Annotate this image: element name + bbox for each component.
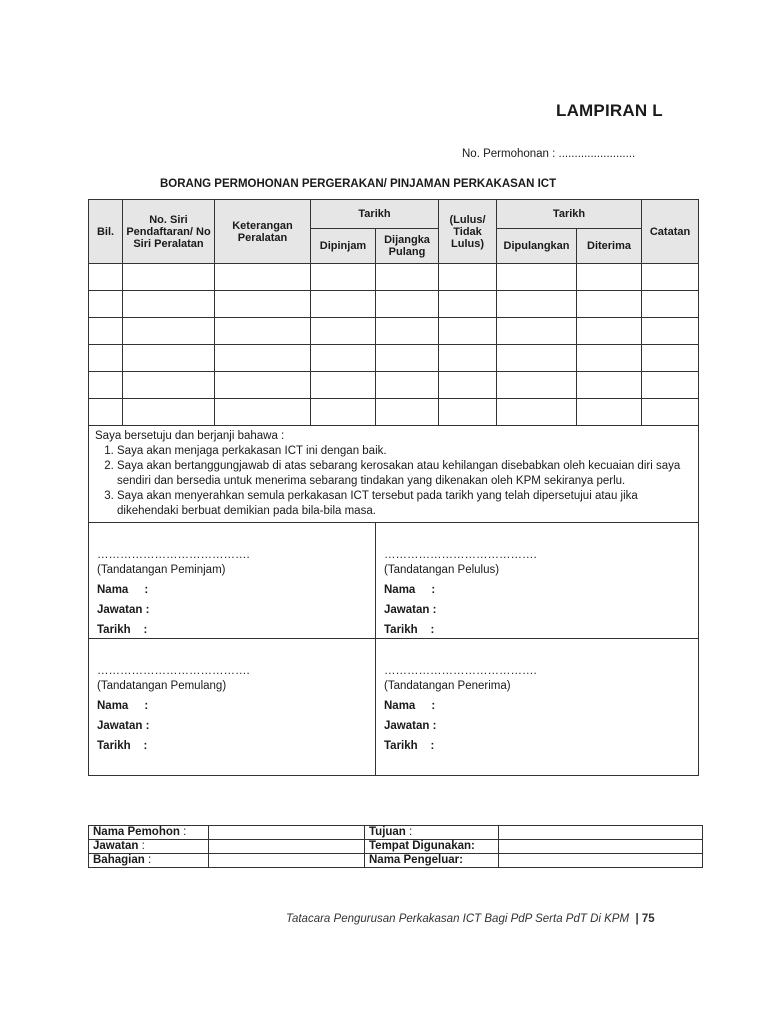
table-row xyxy=(89,399,699,426)
table-row xyxy=(89,345,699,372)
agreement-item: 1. Saya akan menjaga perkakasan ICT ini dengan baik. xyxy=(117,444,692,459)
field-label-jawatan: Jawatan xyxy=(97,720,143,732)
col-dijangka-pulang: Dijangka Pulang xyxy=(376,229,439,264)
agreement-intro: Saya bersetuju dan berjanji bahawa : xyxy=(95,430,285,442)
col-keterangan: Keterangan Peralatan xyxy=(215,200,311,264)
table-row xyxy=(89,264,699,291)
agreement-list xyxy=(95,444,692,519)
field-colon: : xyxy=(432,604,437,616)
footer-separator: | xyxy=(635,913,639,925)
label-pengeluar: Nama Pengeluar: xyxy=(365,854,499,868)
col-no-siri: No. Siri Pendaftaran/ No Siri Peralatan xyxy=(123,200,215,264)
field-label-jawatan: Jawatan xyxy=(384,604,430,616)
page-footer xyxy=(286,913,655,925)
label-tujuan: Tujuan : xyxy=(365,826,499,840)
col-diterima: Diterima xyxy=(577,229,642,264)
col-dipulangkan: Dipulangkan xyxy=(497,229,577,264)
label-nama-pemohon: Nama Pemohon : xyxy=(89,826,209,840)
field-colon: : xyxy=(143,624,148,636)
signature-line: …………………………………. xyxy=(97,549,250,561)
value-nama-pemohon xyxy=(209,826,365,840)
table-row xyxy=(89,318,699,345)
col-lulus: (Lulus/ Tidak Lulus) xyxy=(439,200,497,264)
field-colon: : xyxy=(430,740,435,752)
field-label-nama: Nama xyxy=(384,584,416,596)
label-jawatan: Jawatan : xyxy=(89,840,209,854)
signature-pelulus xyxy=(376,523,699,639)
value-tujuan xyxy=(499,826,703,840)
field-colon: : xyxy=(431,584,436,596)
col-catatan: Catatan xyxy=(642,200,699,264)
field-colon: : xyxy=(143,740,148,752)
label-tempat: Tempat Digunakan: xyxy=(365,840,499,854)
value-tempat xyxy=(499,840,703,854)
agreement-item: 2. Saya akan bertanggungjawab di atas sebarang kerosakan atau kehilangan disebabkan oleh kecuaian diri saya sendiri dan bersedia untuk menerima sebarang tindakan yang dikenakan oleh KPM sekiranya perlu. xyxy=(117,459,692,489)
field-label-nama: Nama xyxy=(384,700,416,712)
label-bahagian: Bahagian : xyxy=(89,854,209,868)
signature-role: (Tandatangan Penerima) xyxy=(384,680,511,692)
signature-role: (Tandatangan Pelulus) xyxy=(384,564,500,576)
field-label-tarikh: Tarikh xyxy=(384,740,418,752)
agreement-item: 3. Saya akan menyerahkan semula perkakasan ICT tersebut pada tarikh yang telah dipersetujui atau jika dikehendaki berbuat demikian pada bila-bila masa. xyxy=(117,489,692,519)
table-row xyxy=(89,291,699,318)
field-label-nama: Nama xyxy=(97,584,129,596)
signature-role: (Tandatangan Pemulang) xyxy=(97,680,227,692)
signature-peminjam xyxy=(89,523,376,639)
field-label-jawatan: Jawatan xyxy=(384,720,430,732)
value-pengeluar xyxy=(499,854,703,868)
signature-line: …………………………………. xyxy=(384,549,537,561)
field-colon: : xyxy=(144,700,149,712)
value-jawatan xyxy=(209,840,365,854)
applicant-table xyxy=(88,825,703,868)
signature-penerima xyxy=(376,639,699,776)
col-tarikh-loan: Tarikh xyxy=(311,200,439,229)
signature-line: …………………………………. xyxy=(97,665,250,677)
signature-pemulang xyxy=(89,639,376,776)
field-label-tarikh: Tarikh xyxy=(97,740,131,752)
footer-text: Tatacara Pengurusan Perkakasan ICT Bagi PdP Serta PdT Di KPM xyxy=(286,913,630,925)
value-bahagian xyxy=(209,854,365,868)
field-colon: : xyxy=(431,700,436,712)
form-title: BORANG PERMOHONAN PERGERAKAN/ PINJAMAN PERKAKASAN ICT xyxy=(160,178,557,190)
col-bil: Bil. xyxy=(89,200,123,264)
field-label-tarikh: Tarikh xyxy=(97,624,131,636)
col-dipinjam: Dipinjam xyxy=(311,229,376,264)
appendix-title: LAMPIRAN L xyxy=(556,101,663,120)
table-row xyxy=(89,372,699,399)
agreement-section xyxy=(89,426,699,523)
field-label-jawatan: Jawatan xyxy=(97,604,143,616)
field-colon: : xyxy=(145,720,150,732)
loan-table xyxy=(88,199,699,776)
field-label-nama: Nama xyxy=(97,700,129,712)
field-colon: : xyxy=(432,720,437,732)
page-number: 75 xyxy=(641,913,655,925)
signature-role: (Tandatangan Peminjam) xyxy=(97,564,226,576)
field-colon: : xyxy=(430,624,435,636)
application-number: No. Permohonan : ........................ xyxy=(462,148,636,160)
signature-line: …………………………………. xyxy=(384,665,537,677)
col-tarikh-return: Tarikh xyxy=(497,200,642,229)
field-colon: : xyxy=(144,584,149,596)
field-colon: : xyxy=(145,604,150,616)
field-label-tarikh: Tarikh xyxy=(384,624,418,636)
